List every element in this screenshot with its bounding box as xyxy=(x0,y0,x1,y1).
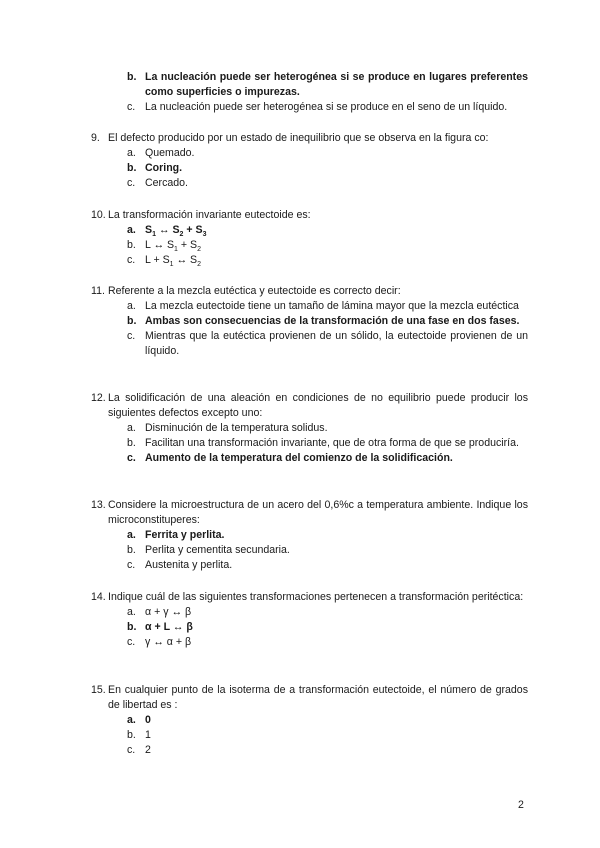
questions.1-option-b xyxy=(91,238,528,253)
option-letter: c. xyxy=(127,636,136,648)
option-letter: b. xyxy=(127,71,137,83)
option-text: Ambas son consecuencias de la transformación de una fase en dos fases. xyxy=(145,315,520,327)
questions.2-option-a xyxy=(91,299,528,314)
option-letter: b. xyxy=(127,729,136,741)
questions.5-option-c xyxy=(91,635,528,650)
page-number: 2 xyxy=(518,799,524,811)
question-stem: En cualquier punto de la isoterma de a transformación eutectoide, el número de grados de libertad es : xyxy=(108,684,528,711)
question-stem: Considere la microestructura de un acero del 0,6%c a temperatura ambiente. Indique los microconstituperes: xyxy=(108,499,528,526)
questions.4-option-c xyxy=(91,558,528,573)
question-10 xyxy=(91,208,528,268)
option-letter: b. xyxy=(127,621,137,633)
option-text: Facilitan una transformación invariante, que de otra forma de que se produciría. xyxy=(145,437,519,449)
question-number: 10. xyxy=(91,209,106,221)
question-text xyxy=(91,683,528,713)
option-text: L ↔ $S_1 + S_2$ xyxy=(145,239,201,254)
option-text: $S_1$ ↔ $S_2 + S_3$ xyxy=(145,224,207,239)
option-letter: a. xyxy=(127,529,136,541)
question-number: 13. xyxy=(91,499,106,511)
previous-question-continuation xyxy=(91,70,528,115)
option-text: $L + S_1$ ↔ $S_2$ xyxy=(145,254,201,269)
questions.6-option-a xyxy=(91,713,528,728)
question-14 xyxy=(91,590,528,650)
questions.3-option-b xyxy=(91,436,528,451)
option-letter: b. xyxy=(127,544,136,556)
questions.1-option-a xyxy=(91,223,528,238)
questions.5-option-b xyxy=(91,620,528,635)
questions.1-option-c xyxy=(91,253,528,268)
question-9 xyxy=(91,131,528,191)
question-11 xyxy=(91,284,528,359)
question-13 xyxy=(91,498,528,573)
questions.5-option-a xyxy=(91,605,528,620)
option-text: Quemado. xyxy=(145,147,195,159)
question-stem: La transformación invariante eutectoide es: xyxy=(108,209,311,221)
option-letter: a. xyxy=(127,300,136,312)
question-15 xyxy=(91,683,528,758)
option-text: Cercado. xyxy=(145,177,188,189)
option-text: La nucleación puede ser heterogénea si se produce en el seno de un líquido. xyxy=(145,101,508,113)
top-option-c xyxy=(91,100,528,115)
question-text xyxy=(91,590,528,605)
option-text: Ferrita y perlita. xyxy=(145,529,225,541)
question-stem: Indique cuál de las siguientes transformaciones pertenecen a transformación peritéctica: xyxy=(108,591,524,603)
questions.2-option-c xyxy=(91,329,528,359)
questions.0-option-a xyxy=(91,146,528,161)
option-letter: c. xyxy=(127,330,136,342)
questions.6-option-b xyxy=(91,728,528,743)
option-text: La nucleación puede ser heterogénea si se produce en lugares preferentes como superficies o impurezas. xyxy=(145,71,528,98)
question-stem: La solidificación de una aleación en condiciones de no equilibrio puede producir los siguientes defectos excepto uno: xyxy=(108,392,528,419)
option-text: Austenita y perlita. xyxy=(145,559,233,571)
option-letter: c. xyxy=(127,452,136,464)
option-text: γ ↔ α + β xyxy=(145,636,192,648)
top-option-b xyxy=(91,70,528,100)
option-letter: a. xyxy=(127,147,136,159)
questions.4-option-a xyxy=(91,528,528,543)
option-text: Disminución de la temperatura solidus. xyxy=(145,422,328,434)
option-letter: a. xyxy=(127,714,136,726)
questions.2-option-b xyxy=(91,314,528,329)
question-number: 15. xyxy=(91,684,106,696)
option-letter: a. xyxy=(127,422,136,434)
question-text xyxy=(91,498,528,528)
question-number: 11. xyxy=(91,285,105,297)
option-letter: a. xyxy=(127,224,136,236)
question-text xyxy=(91,391,528,421)
questions.0-option-b xyxy=(91,161,528,176)
option-letter: c. xyxy=(127,101,136,113)
question-text xyxy=(91,208,528,223)
option-text: 2 xyxy=(145,744,151,756)
option-text: 0 xyxy=(145,714,151,726)
question-stem: El defecto producido por un estado de inequilibrio que se observa en la figura co: xyxy=(108,132,489,144)
questions.3-option-a xyxy=(91,421,528,436)
option-letter: b. xyxy=(127,162,137,174)
question-number: 12. xyxy=(91,392,106,404)
option-letter: b. xyxy=(127,437,136,449)
questions.4-option-b xyxy=(91,543,528,558)
option-letter: b. xyxy=(127,315,137,327)
option-letter: a. xyxy=(127,606,136,618)
option-text: Coring. xyxy=(145,162,183,174)
question-text xyxy=(91,131,528,146)
questions.6-option-c xyxy=(91,743,528,758)
option-letter: c. xyxy=(127,177,136,189)
option-text: Aumento de la temperatura del comienzo de la solidificación. xyxy=(145,452,453,464)
question-12 xyxy=(91,391,528,466)
option-text: Mientras que la eutéctica provienen de un sólido, la eutectoide provienen de un líquido. xyxy=(145,330,528,357)
option-letter: c. xyxy=(127,744,136,756)
question-number: 14. xyxy=(91,591,106,603)
option-letter: b. xyxy=(127,239,136,251)
option-text: Perlita y cementita secundaria. xyxy=(145,544,290,556)
question-number: 9. xyxy=(91,132,100,144)
questions.0-option-c xyxy=(91,176,528,191)
option-text: α + γ ↔ β xyxy=(145,606,192,618)
questions.3-option-c xyxy=(91,451,528,466)
option-letter: c. xyxy=(127,559,136,571)
option-letter: c. xyxy=(127,254,136,266)
question-text xyxy=(91,284,528,299)
option-text: α + L ↔ β xyxy=(145,621,193,633)
question-stem: Referente a la mezcla eutéctica y eutectoide es correcto decir: xyxy=(108,285,401,297)
option-text: La mezcla eutectoide tiene un tamaño de lámina mayor que la mezcla eutéctica xyxy=(145,300,519,312)
option-text: 1 xyxy=(145,729,151,741)
